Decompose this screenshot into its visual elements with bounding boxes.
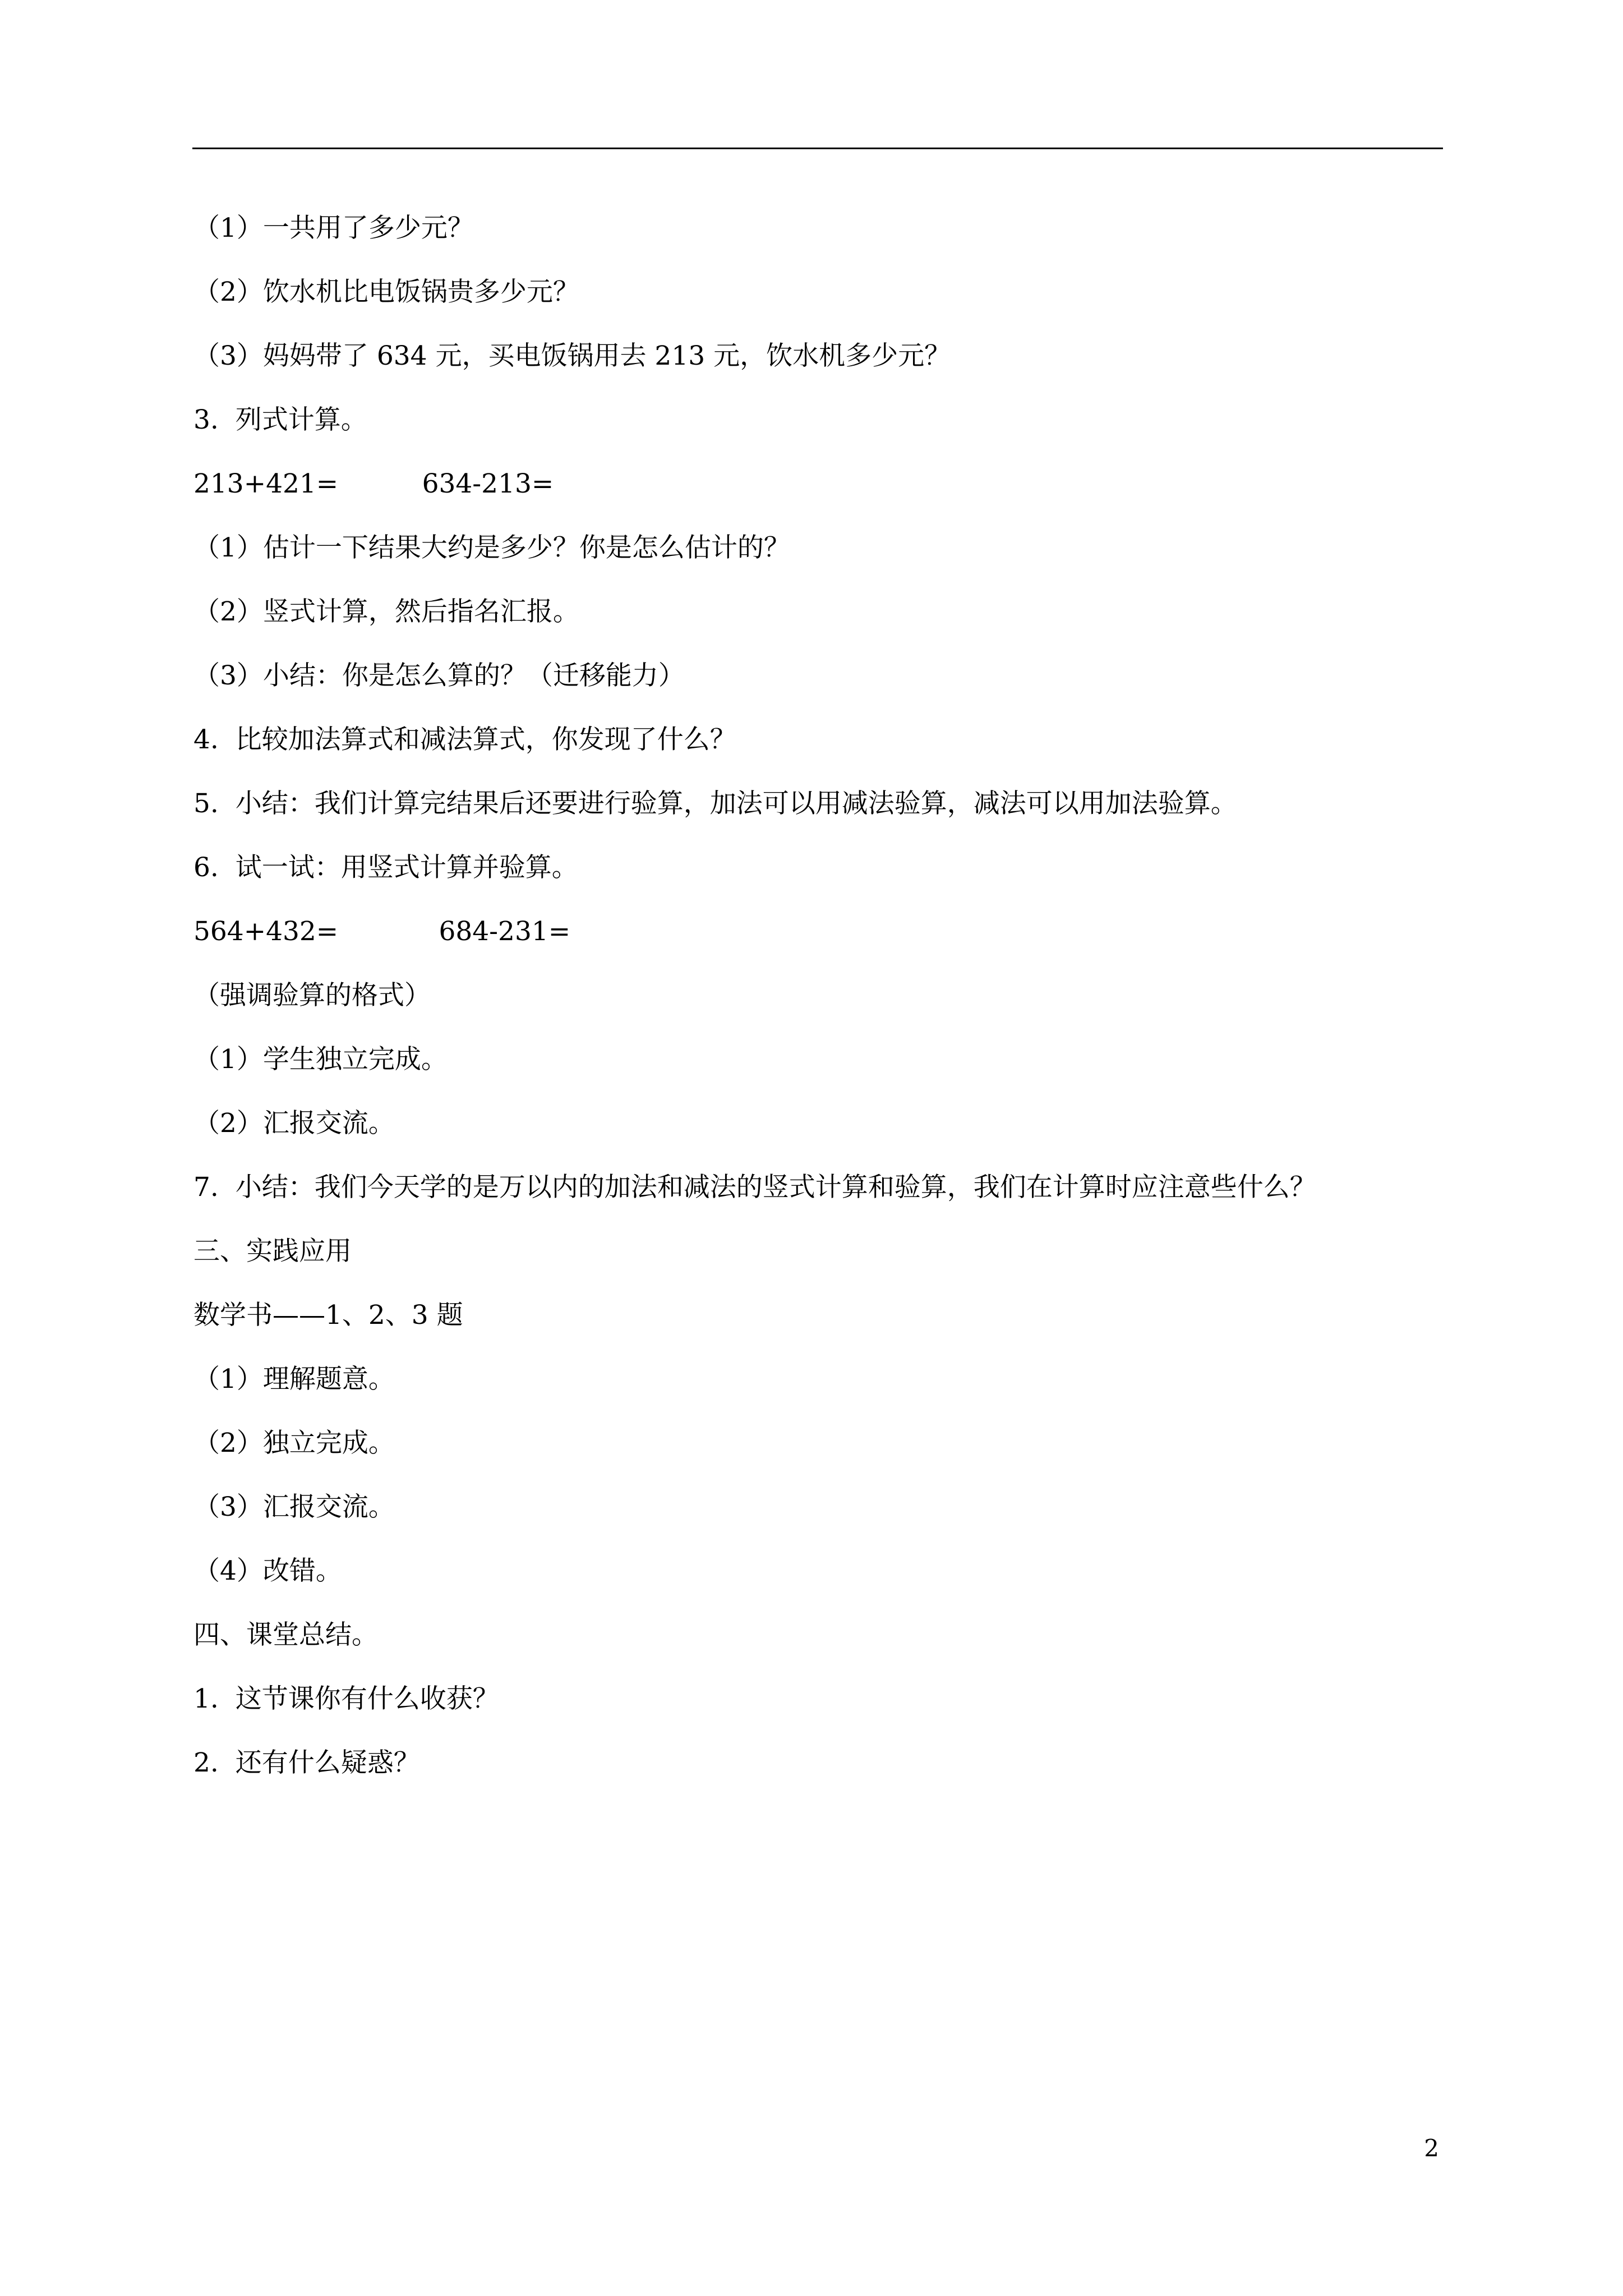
question-2-line: （2）饮水机比电饭锅贵多少元？ [193, 277, 579, 307]
doubt-question-line: 2. 还有什么疑惑？ [193, 1747, 420, 1778]
complete-line: （2）独立完成。 [193, 1428, 395, 1458]
step-5-line: 5. 小结：我们计算完结果后还要进行验算，加法可以用减法验算，减法可以用加法验算。 [193, 788, 1237, 819]
summary-line-1: （3）小结：你是怎么算的？（迁移能力） [193, 660, 685, 691]
gain-question-line: 1. 这节课你有什么收获？ [193, 1683, 499, 1714]
page-number: 2 [1424, 2134, 1439, 2162]
equations-line-1: 213+421= 634-213= [193, 468, 554, 499]
understand-line: （1）理解题意。 [193, 1364, 395, 1395]
textbook-line: 数学书——1、2、3 题 [193, 1300, 463, 1331]
equations-line-2: 564+432= 684-231= [193, 916, 571, 947]
step-6-line: 6. 试一试：用竖式计算并验算。 [193, 852, 578, 883]
header-rule [192, 148, 1443, 149]
format-note-line: （强调验算的格式） [193, 980, 431, 1011]
report-line: （2）汇报交流。 [193, 1108, 395, 1139]
question-1-line: （1）一共用了多少元？ [193, 213, 474, 243]
step-4-line: 4. 比较加法算式和减法算式，你发现了什么？ [193, 724, 736, 755]
vertical-calc-line: （2）竖式计算，然后指名汇报。 [193, 596, 579, 627]
estimate-line: （1）估计一下结果大约是多少？你是怎么估计的？ [193, 532, 790, 563]
exchange-line: （3）汇报交流。 [193, 1492, 395, 1522]
correct-errors-line: （4）改错。 [193, 1556, 342, 1586]
independent-work-line: （1）学生独立完成。 [193, 1044, 448, 1075]
step-3-heading: 3. 列式计算。 [193, 404, 367, 435]
document-body [193, 210, 1450, 1809]
section-3-heading: 三、实践应用 [193, 1236, 352, 1267]
step-7-line: 7. 小结：我们今天学的是万以内的加法和减法的竖式计算和验算，我们在计算时应注意些什么？ [193, 1172, 1316, 1203]
question-3-line: （3）妈妈带了 634 元，买电饭锅用去 213 元，饮水机多少元？ [193, 341, 951, 371]
section-4-heading: 四、课堂总结。 [193, 1619, 378, 1650]
